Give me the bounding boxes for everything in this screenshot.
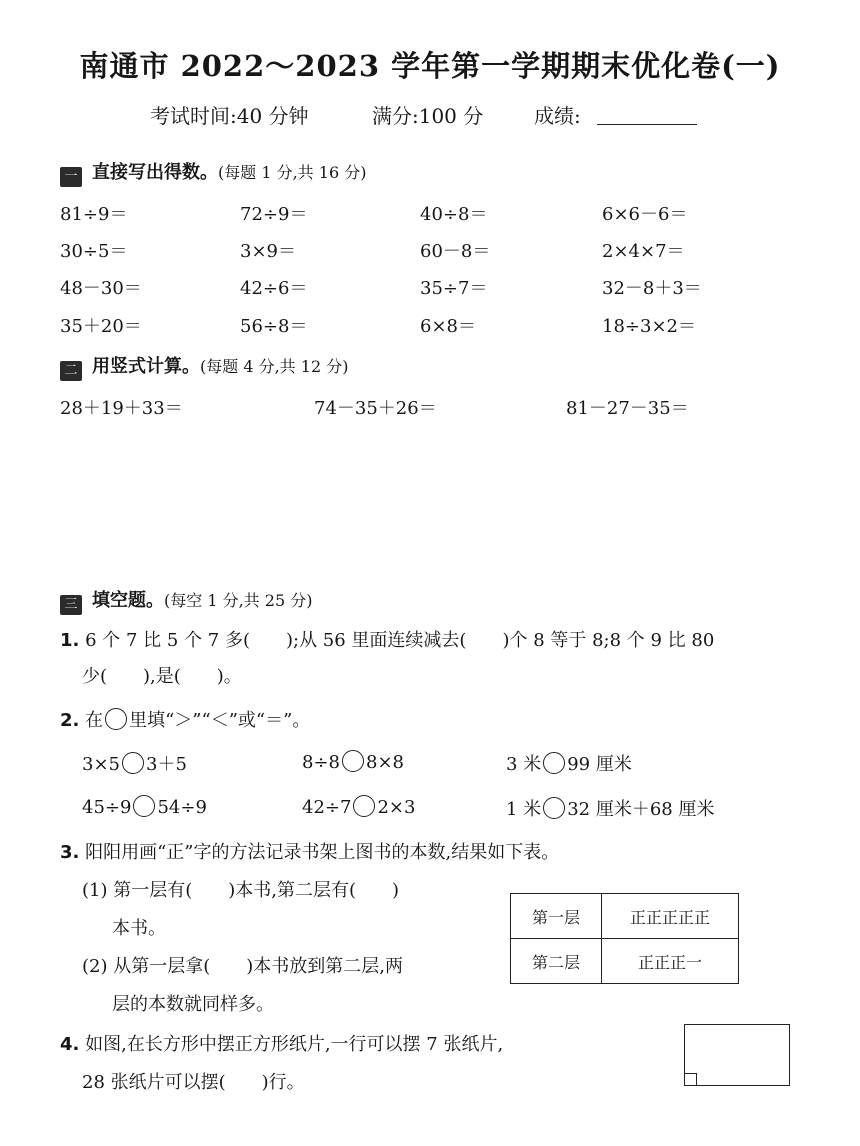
question-number: 3. <box>60 842 80 863</box>
exam-time: 考试时间:40 分钟 <box>150 104 309 128</box>
question-4-line2: 28 张纸片可以摆( )行。 <box>82 1072 305 1093</box>
question-1-line1: 6 个 7 比 5 个 7 多( );从 56 里面连续减去( )个 8 等于 8;8 个 9 比 80 <box>85 630 715 651</box>
compare-circle-blank[interactable] <box>342 750 364 772</box>
question-4 <box>60 1030 503 1056</box>
section3-note: (每空 1 分,共 25 分) <box>164 591 313 610</box>
compare-left: 8÷8 <box>302 752 340 773</box>
compare-circle-blank[interactable] <box>543 797 565 819</box>
compare-item <box>302 750 404 773</box>
compare-circle-blank[interactable] <box>353 795 375 817</box>
compare-circle-blank[interactable] <box>122 752 144 774</box>
calc-item: 3×9＝ <box>240 241 296 262</box>
question-2 <box>60 706 310 732</box>
compare-left: 42÷7 <box>302 797 352 818</box>
tally-table <box>510 893 739 984</box>
compare-circle-blank[interactable] <box>543 752 565 774</box>
compare-item <box>506 795 714 821</box>
section3-badge: 三 <box>60 595 82 615</box>
compare-left: 1 米 <box>506 799 542 820</box>
section1-header <box>60 158 366 187</box>
calc-item: 6×8＝ <box>420 316 476 337</box>
vertical-calc-item: 74－35＋26＝ <box>314 398 437 419</box>
calc-item: 30÷5＝ <box>60 241 128 262</box>
score-label: 成绩: <box>534 104 581 128</box>
compare-right: 2×3 <box>377 797 416 818</box>
question-2-intro-a: 在 <box>85 710 104 731</box>
table-cell-tally: 正正正一 <box>602 939 739 984</box>
calc-item: 81÷9＝ <box>60 204 128 225</box>
compare-right: 8×8 <box>366 752 404 773</box>
table-row <box>511 939 739 984</box>
section3-header <box>60 586 312 615</box>
calc-item: 35÷7＝ <box>420 278 488 299</box>
table-cell-layer: 第二层 <box>511 939 602 984</box>
compare-right: 99 厘米 <box>567 754 632 775</box>
section1-heading: 直接写出得数。 <box>92 162 218 183</box>
vertical-calc-item: 28＋19＋33＝ <box>60 398 183 419</box>
compare-right: 54÷9 <box>157 797 207 818</box>
compare-left: 3 米 <box>506 754 542 775</box>
calc-item: 42÷6＝ <box>240 278 308 299</box>
question-3-text: 阳阳用画“正”字的方法记录书架上图书的本数,结果如下表。 <box>85 842 560 863</box>
compare-item <box>506 750 632 776</box>
compare-right: 32 厘米＋68 厘米 <box>567 799 715 820</box>
section1-note: (每题 1 分,共 16 分) <box>218 163 367 182</box>
section2-header <box>60 352 348 381</box>
section2-heading: 用竖式计算。 <box>92 356 200 377</box>
calc-item: 6×6－6＝ <box>602 204 688 225</box>
question-number: 2. <box>60 710 80 731</box>
calc-item: 18÷3×2＝ <box>602 316 696 337</box>
table-row <box>511 894 739 939</box>
page-title: 南通市 2022～2023 学年第一学期期末优化卷(一) <box>79 49 781 83</box>
calc-item: 56÷8＝ <box>240 316 308 337</box>
full-score: 满分:100 分 <box>372 104 484 128</box>
question-number: 4. <box>60 1034 80 1055</box>
compare-left: 45÷9 <box>82 797 132 818</box>
section2-note: (每题 4 分,共 12 分) <box>200 357 349 376</box>
question-2-intro-b: 里填“＞”“＜”或“＝”。 <box>129 710 311 731</box>
section1-badge: 一 <box>60 167 82 187</box>
compare-item <box>82 750 187 776</box>
section2-badge: 二 <box>60 361 82 381</box>
circle-icon <box>105 708 127 730</box>
compare-circle-blank[interactable] <box>133 795 155 817</box>
calc-item: 60－8＝ <box>420 241 491 262</box>
rectangle-figure <box>684 1024 790 1086</box>
table-cell-tally: 正正正正正 <box>602 894 739 939</box>
question-3 <box>60 838 559 864</box>
question-3-part2-cont: 层的本数就同样多。 <box>112 994 274 1015</box>
score-blank-line[interactable] <box>597 124 697 125</box>
calc-item: 2×4×7＝ <box>602 241 685 262</box>
table-cell-layer: 第一层 <box>511 894 602 939</box>
calc-item: 72÷9＝ <box>240 204 308 225</box>
question-4-line1: 如图,在长方形中摆正方形纸片,一行可以摆 7 张纸片, <box>85 1034 504 1055</box>
compare-left: 3×5 <box>82 754 120 775</box>
calc-item: 32－8＋3＝ <box>602 278 702 299</box>
compare-right: 3＋5 <box>146 754 187 775</box>
calc-item: 40÷8＝ <box>420 204 488 225</box>
question-number: 1. <box>60 630 80 651</box>
compare-item <box>82 795 207 818</box>
square-paper-figure <box>685 1073 697 1085</box>
question-1-line2: 少( ),是( )。 <box>82 666 242 687</box>
section3-heading: 填空题。 <box>92 590 164 611</box>
question-3-part2: (2) 从第一层拿( )本书放到第二层,两 <box>82 956 403 977</box>
question-3-part1-cont: 本书。 <box>112 918 166 939</box>
question-3-part1: (1) 第一层有( )本书,第二层有( ) <box>82 880 400 901</box>
question-1 <box>60 626 714 652</box>
compare-item <box>302 795 415 818</box>
calc-item: 48－30＝ <box>60 278 142 299</box>
calc-item: 35＋20＝ <box>60 316 142 337</box>
vertical-calc-item: 81－27－35＝ <box>566 398 689 419</box>
